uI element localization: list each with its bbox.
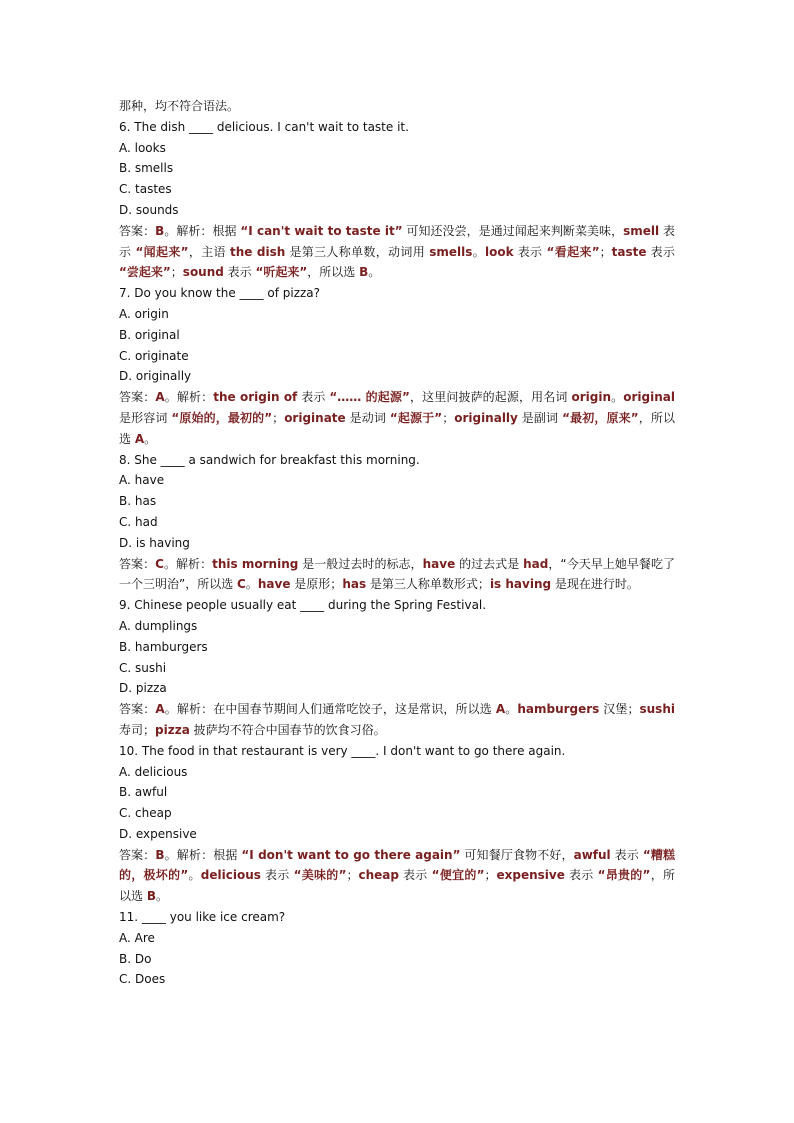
answer-option: B. has [119, 494, 157, 509]
answer-explanation [119, 387, 675, 449]
highlighted-term: “看起来” [546, 244, 600, 259]
highlighted-term: smells [429, 244, 473, 259]
answer-option: B. Do [119, 951, 152, 966]
explanation-text: 是一般过去时的标志， [298, 556, 423, 571]
answer-option: B. hamburgers [119, 639, 208, 654]
explanation-text: 。解析： [163, 556, 213, 571]
highlighted-term: “美味的” [293, 868, 347, 883]
answer-option: A. have [119, 473, 165, 488]
answer-option: C. cheap [119, 806, 172, 821]
quiz-content [119, 96, 675, 990]
highlighted-term: A [155, 390, 165, 405]
highlighted-term: hamburgers [517, 702, 600, 717]
highlighted-term: sound [182, 265, 224, 280]
highlighted-term: “闻起来” [135, 244, 189, 259]
highlighted-term: “尝起来” [119, 265, 171, 280]
explanation-text: 表示 [297, 390, 330, 405]
answer-explanation [119, 699, 675, 741]
question-stem: 6. The dish ____ delicious. I can't wait to taste it. [119, 119, 409, 134]
explanation-text: 答案： [119, 702, 156, 717]
explanation-text: 。 [611, 390, 624, 405]
highlighted-term: “起源于” [389, 410, 443, 425]
highlighted-term: taste [611, 244, 647, 259]
answer-option: D. expensive [119, 826, 197, 841]
highlighted-term: the dish [230, 244, 286, 259]
question-block [119, 595, 675, 741]
highlighted-term: smell [623, 223, 660, 238]
explanation-text: 可知餐厅食物不好， [460, 847, 574, 862]
explanation-text: ； [346, 868, 359, 883]
answer-option: C. sushi [119, 660, 167, 675]
answer-option: A. Are [119, 930, 155, 945]
explanation-text: 。 [155, 889, 168, 904]
explanation-text: 是副词 [517, 410, 563, 425]
highlighted-term: is having [489, 577, 552, 592]
question-stem: 11. ____ you like ice cream? [119, 910, 286, 925]
question-block [119, 907, 675, 990]
highlighted-term: C [237, 577, 246, 592]
explanation-text: ； [599, 244, 612, 259]
highlighted-term: B [155, 223, 165, 238]
explanation-text: 。 [368, 265, 381, 280]
explanation-text: 表示 [646, 244, 675, 259]
explanation-text: 。 [188, 868, 201, 883]
highlighted-term: this morning [212, 556, 299, 571]
question-block [119, 741, 675, 907]
highlighted-term: A [134, 431, 145, 446]
question-stem: 9. Chinese people usually eat ____ during the Spring Festival. [119, 598, 487, 613]
answer-option: C. had [119, 514, 158, 529]
explanation-text: ； [272, 410, 285, 425]
explanation-text: 是现在进行时。 [551, 577, 639, 592]
highlighted-term: delicious [200, 868, 261, 883]
question-block [119, 450, 675, 596]
answer-option: B. original [119, 327, 180, 342]
answer-explanation [119, 845, 675, 907]
explanation-text: ； [484, 868, 497, 883]
highlighted-term: “最初，原来” [562, 410, 639, 425]
explanation-text: 。解析：根据 [164, 223, 241, 238]
explanation-text: 是形容词 [119, 410, 172, 425]
answer-option: D. is having [119, 535, 190, 550]
answer-explanation [119, 554, 675, 596]
answer-option: A. delicious [119, 764, 188, 779]
question-stem: 8. She ____ a sandwich for breakfast this morning. [119, 452, 420, 467]
answer-option: D. sounds [119, 202, 179, 217]
explanation-text: ，所以选 [307, 265, 360, 280]
highlighted-term: cheap [358, 868, 399, 883]
answer-explanation [119, 221, 675, 283]
explanation-text: 是原形； [290, 577, 343, 592]
explanation-text: ； [170, 265, 183, 280]
explanation-text: ，所以选 [119, 868, 675, 904]
question-stem: 10. The food in that restaurant is very ____. I don't want to go there again. [119, 743, 566, 758]
highlighted-term: A [155, 702, 165, 717]
explanation-text: ，“今天早上她早餐吃了一个三明治”，所以选 [119, 556, 675, 592]
highlighted-term: A [495, 702, 506, 717]
answer-option: C. Does [119, 972, 166, 987]
highlighted-term: sushi [639, 702, 675, 717]
answer-option: A. origin [119, 306, 169, 321]
answer-option: B. smells [119, 161, 174, 176]
highlighted-term: originate [284, 410, 346, 425]
highlighted-term: “原始的，最初的” [171, 410, 273, 425]
explanation-text: 表示 [119, 223, 675, 259]
explanation-text: 表示 [260, 868, 294, 883]
answer-option: A. looks [119, 140, 166, 155]
highlighted-term: awful [573, 847, 611, 862]
explanation-text: ，这里问披萨的起源，用名词 [409, 390, 572, 405]
explanation-text: 表示 [513, 244, 547, 259]
explanation-text: 的过去式是 [455, 556, 524, 571]
explanation-text: 。 [144, 431, 157, 446]
highlighted-term: “糟糕的，极坏的” [119, 847, 675, 883]
answer-option: B. awful [119, 785, 168, 800]
question-block [119, 283, 675, 449]
explanation-text: ； [442, 410, 455, 425]
explanation-text: 答案： [119, 556, 156, 571]
highlighted-term: B [359, 265, 369, 280]
explanation-text: 答案： [119, 847, 156, 862]
highlighted-term: pizza [155, 722, 190, 737]
explanation-text: 披萨均不符合中国春节的饮食习俗。 [189, 722, 386, 737]
highlighted-term: look [485, 244, 514, 259]
answer-option: D. originally [119, 369, 192, 384]
intro-text: 那种，均不符合语法。 [119, 99, 240, 113]
explanation-text: 。解析：根据 [164, 847, 242, 862]
highlighted-term: have [257, 577, 291, 592]
answer-option: D. pizza [119, 681, 167, 696]
highlighted-term: “听起来” [255, 265, 308, 280]
highlighted-term: “昂贵的” [597, 868, 651, 883]
answer-option: C. originate [119, 348, 189, 363]
highlighted-term: origin [571, 390, 611, 405]
explanation-text: 。 [245, 577, 258, 592]
question-stem: 7. Do you know the ____ of pizza? [119, 286, 321, 301]
explanation-text: 。解析： [164, 390, 214, 405]
highlighted-term: original [623, 390, 675, 405]
explanation-text: 是第三人称单数形式； [366, 577, 490, 592]
answer-option: A. dumplings [119, 618, 198, 633]
highlighted-term: the origin of [213, 390, 298, 405]
explanation-text: 。解析：在中国春节期间人们通常吃饺子，这是常识，所以选 [164, 702, 496, 717]
highlighted-term: “便宜的” [431, 868, 485, 883]
question-block [119, 117, 675, 283]
explanation-text: 答案： [119, 223, 156, 238]
explanation-text: 。 [472, 244, 485, 259]
highlighted-term: B [146, 889, 156, 904]
explanation-text: 表示 [610, 847, 643, 862]
explanation-text: 答案： [119, 390, 156, 405]
highlighted-term: “…… 的起源” [329, 390, 410, 405]
highlighted-term: “I can't wait to taste it” [240, 223, 403, 238]
explanation-text: 。 [505, 702, 518, 717]
explanation-text: 表示 [223, 265, 256, 280]
explanation-text: 表示 [398, 868, 432, 883]
highlighted-term: expensive [496, 868, 565, 883]
highlighted-term: C [155, 556, 164, 571]
highlighted-term: have [422, 556, 456, 571]
highlighted-term: “I don't want to go there again” [241, 847, 461, 862]
explanation-text: 是第三人称单数，动词用 [285, 244, 430, 259]
explanation-text: 汉堡； [599, 702, 640, 717]
explanation-text: 可知还没尝，是通过闻起来判断菜美味， [402, 223, 624, 238]
highlighted-term: had [523, 556, 549, 571]
explanation-text: 表示 [564, 868, 598, 883]
explanation-text: ，主语 [188, 244, 230, 259]
explanation-text: 是动词 [345, 410, 390, 425]
highlighted-term: B [155, 847, 165, 862]
answer-option: C. tastes [119, 182, 172, 197]
explanation-text: 寿司； [119, 722, 156, 737]
explanation-text: ，所以选 [119, 410, 675, 446]
highlighted-term: has [342, 577, 367, 592]
highlighted-term: originally [454, 410, 518, 425]
